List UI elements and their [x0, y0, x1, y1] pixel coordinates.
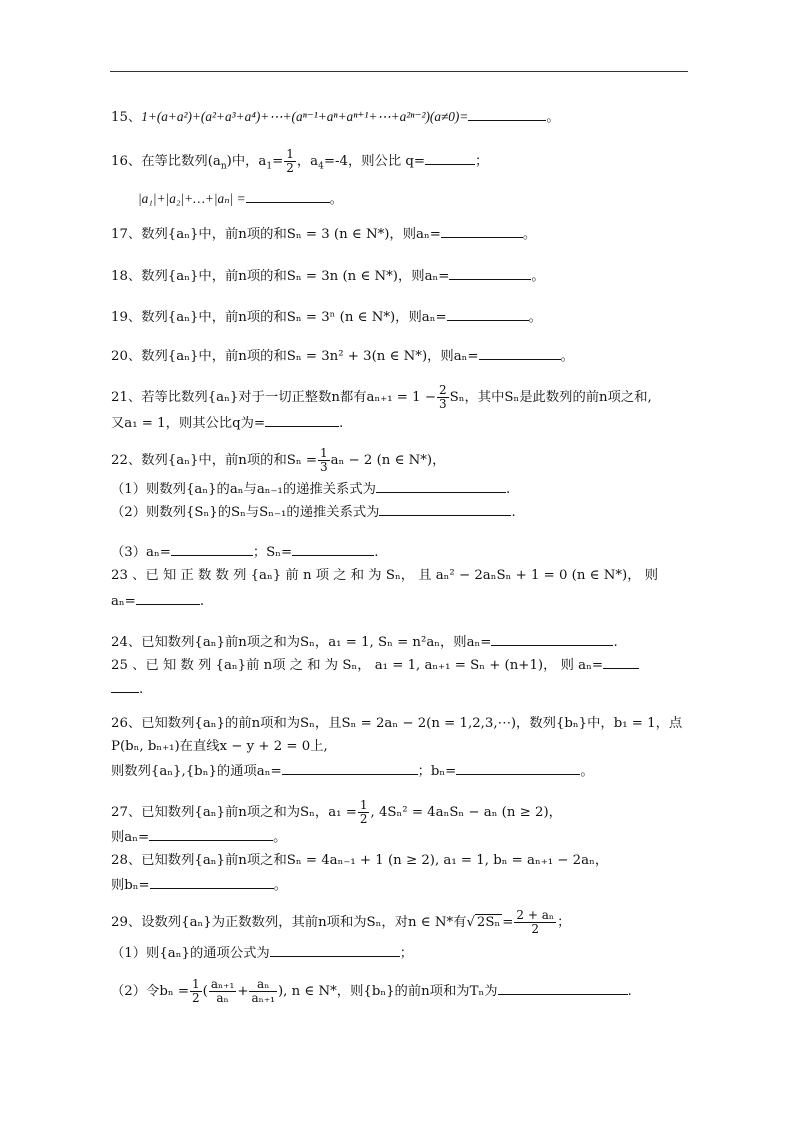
q15-number: 15、 — [111, 110, 142, 125]
q18-end: 。 — [531, 269, 545, 284]
q21-fraction: $\frac{2}{3}$ — [439, 383, 447, 411]
q22-part3-text2: ；Sₙ= — [252, 545, 293, 560]
q29-number: 29、 — [111, 915, 142, 930]
q22-text2: aₙ − 2 (n ∈ N*)， — [330, 453, 446, 468]
question-26-line2 — [111, 738, 328, 756]
q16-half-fraction: $\frac{1}{2}$ — [286, 147, 294, 175]
q18-text: 数列{aₙ}中，前n项的和Sₙ = 3n (n ∈ N*)，则aₙ= — [141, 269, 450, 284]
q21-text2: Sₙ，其中Sₙ是此数列的前n项之和, — [449, 390, 652, 405]
q29-end: . — [627, 984, 632, 999]
q15-answer-blank[interactable] — [468, 108, 546, 121]
question-25-line2 — [111, 680, 143, 699]
q22-part3-text: （3）aₙ= — [111, 545, 171, 560]
question-17 — [111, 225, 536, 244]
q26-line3-text: 则数列{aₙ},{bₙ}的通项aₙ= — [111, 764, 282, 779]
question-15 — [111, 108, 560, 127]
q25-text: 已 知 数 列 {aₙ}前 n项 之 和 为 Sₙ， a₁ = 1, aₙ₊₁ = Sₙ + (n+1)， 则 aₙ= — [145, 658, 603, 673]
q26-an-blank[interactable] — [282, 762, 418, 775]
q26-line2: P(bₙ, bₙ₊₁)在直线x − y + 2 = 0上, — [111, 739, 328, 754]
q26-text: 已知数列{aₙ}的前n项和为Sₙ，且Sₙ = 2aₙ − 2(n = 1,2,3,⋯)，数列{bₙ}中，b₁ = 1，点 — [141, 716, 683, 731]
q25-end: . — [139, 682, 144, 697]
question-22 — [111, 447, 445, 474]
question-21 — [111, 384, 652, 411]
question-28-line2 — [111, 876, 287, 895]
q29-part1-blank[interactable] — [270, 944, 400, 957]
question-29-part2 — [111, 978, 632, 1005]
q20-text: 数列{aₙ}中，前n项的和Sₙ = 3n² + 3(n ∈ N*)，则aₙ= — [141, 349, 479, 364]
q20-end: 。 — [560, 349, 574, 364]
q23-line2: aₙ= — [111, 594, 136, 609]
q23-answer-blank[interactable] — [136, 592, 200, 605]
q22-part1-text: （1）则数列{aₙ}的aₙ与aₙ₋₁的递推关系式为 — [111, 482, 376, 497]
q28-end: 。 — [273, 878, 287, 893]
q23-number: 23 、 — [111, 568, 146, 583]
q24-answer-blank[interactable] — [491, 633, 613, 646]
question-24 — [111, 633, 618, 652]
q29-part1-text: （1）则{aₙ}的通项公式为 — [111, 946, 270, 961]
q17-answer-blank[interactable] — [441, 225, 523, 238]
q29-part2-blank[interactable] — [498, 982, 628, 995]
q27-text: 已知数列{aₙ}前n项之和为Sₙ，a₁ = — [141, 805, 357, 820]
q20-answer-blank[interactable] — [479, 347, 561, 360]
q27-answer-blank[interactable] — [149, 828, 273, 841]
q24-number: 24、 — [111, 635, 142, 650]
q28-line2: 则bₙ= — [111, 878, 150, 893]
q29-text: 设数列{aₙ}为正数数列，其前n项和为Sₙ，对n ∈ N*有 — [141, 915, 467, 930]
question-19 — [111, 308, 542, 327]
q15-expression: 1+(a+a²)+(a²+a³+a⁴)+⋯+(aⁿ⁻¹+aⁿ+aⁿ⁺¹+⋯+a²ⁿ⁻²)(a≠0)= — [141, 109, 469, 124]
q17-end: 。 — [522, 227, 537, 242]
q29-sqrt: 2Sₙ — [476, 915, 501, 930]
q27-end: 。 — [273, 830, 287, 845]
q23-end: . — [199, 594, 205, 609]
q22-text: 数列{aₙ}中，前n项的和Sₙ = — [141, 453, 317, 468]
q27-line2: 则aₙ= — [111, 830, 150, 845]
question-16: 16、在等比数列$(a_n)$中，$a_1=$ $\frac{1}{2}$ ，$a_4=-4$，则公比 q= ； — [111, 147, 489, 175]
q28-number: 28、 — [111, 853, 142, 868]
q17-number: 17、 — [111, 227, 142, 242]
q26-end: 。 — [580, 764, 594, 779]
q19-text: 数列{aₙ}中，前n项的和Sₙ = 3ⁿ (n ∈ N*)，则aₙ= — [141, 310, 447, 325]
q22-an-blank[interactable] — [171, 543, 253, 556]
q29-eq: = — [502, 915, 514, 930]
q17-text: 数列{aₙ}中，前n项的和Sₙ = 3 (n ∈ N*)，则aₙ= — [141, 227, 441, 242]
q16-text2: )中，a — [226, 154, 267, 169]
question-26-line3 — [111, 762, 594, 781]
question-21-line2 — [111, 414, 343, 433]
q16-text3: = — [272, 154, 284, 169]
q29-open-paren: ( — [202, 984, 208, 999]
q22-sn-blank[interactable] — [292, 543, 374, 556]
q20-number: 20、 — [111, 349, 142, 364]
q24-text: 已知数列{aₙ}前n项之和为Sₙ，a₁ = 1, Sₙ = n²aₙ，则aₙ= — [141, 635, 492, 650]
q29-frac2: $\frac{\text{aₙ}}{\text{aₙ₊₁}}$ — [251, 977, 275, 1005]
q19-end: 。 — [528, 310, 542, 325]
q15-end: 。 — [546, 110, 560, 125]
q29-part1-end: ； — [399, 946, 414, 961]
q29-part2-text: （2）令bₙ = — [111, 984, 189, 999]
q26-bn-blank[interactable] — [456, 762, 580, 775]
q27-fraction: $\frac{1}{2}$ — [359, 798, 368, 826]
q22-part1-blank[interactable] — [376, 480, 506, 493]
q21-end: . — [339, 416, 344, 431]
q19-answer-blank[interactable] — [447, 308, 529, 321]
q22-part2-end: . — [511, 505, 516, 520]
q16-ratio-blank[interactable] — [425, 152, 475, 165]
question-26 — [111, 715, 682, 733]
question-27-line2 — [111, 828, 286, 847]
q28-answer-blank[interactable] — [150, 876, 274, 889]
question-16-line2 — [138, 190, 343, 209]
question-29-part1 — [111, 944, 413, 963]
q18-answer-blank[interactable] — [449, 267, 531, 280]
question-18 — [111, 267, 545, 286]
q22-part1-end: . — [505, 482, 511, 497]
q23-text: 已 知 正 数 数 列 {aₙ} 前 n 项 之 和 为 Sₙ， 且 aₙ² − 2aₙSₙ + 1 = 0 (n ∈ N*)， 则 — [145, 568, 659, 583]
q27-number: 27、 — [111, 805, 142, 820]
q16-sum-blank[interactable] — [246, 190, 330, 203]
q29-text2: ； — [557, 915, 571, 930]
q21-text: 若等比数列{aₙ}对于一切正整数n都有aₙ₊₁ = 1 − — [141, 390, 436, 405]
q22-part3-end: . — [374, 545, 379, 560]
q22-number: 22、 — [111, 453, 142, 468]
q29-half: $\frac{1}{2}$ — [191, 977, 200, 1005]
q22-part2-blank[interactable] — [379, 503, 511, 516]
q16-abs-sum: |a₁|+|a₂|+…+|aₙ| = — [138, 191, 246, 206]
q26-number: 26、 — [111, 716, 142, 731]
question-22-part2 — [111, 503, 516, 522]
q16-text: 在等比数列(a — [141, 154, 221, 169]
question-28 — [111, 852, 608, 870]
q21-answer-blank[interactable] — [265, 414, 339, 427]
header-rule — [110, 71, 688, 72]
q19-number: 19、 — [111, 310, 142, 325]
q16-abs-end: 。 — [329, 192, 343, 207]
question-23-line2 — [111, 592, 204, 611]
q25-number: 25 、 — [111, 658, 146, 673]
question-20 — [111, 347, 574, 366]
q16-number: 16、 — [111, 154, 142, 169]
q21-number: 21、 — [111, 390, 142, 405]
q16-end: ； — [475, 154, 489, 169]
q16-text5: =-4，则公比 q= — [323, 154, 426, 169]
q21-line2: 又a₁ = 1，则其公比q为= — [111, 416, 266, 431]
question-22-part3 — [111, 543, 378, 562]
q29-fraction: $\frac{\text{2 + aₙ}}{2}$ — [516, 908, 555, 936]
question-29: 29、设数列{aₙ}为正数数列，其前n项和为Sₙ，对n ∈ N*有√ 2Sₙ = $\frac{\text{2 + aₙ}}{2}$ ； — [111, 908, 571, 936]
q18-number: 18、 — [111, 269, 142, 284]
q16-text4: ，a — [296, 154, 319, 169]
question-27 — [111, 799, 562, 826]
q27-text2: , 4Sₙ² = 4aₙSₙ − aₙ (n ≥ 2)， — [370, 805, 562, 820]
q25-answer-blank[interactable] — [603, 656, 639, 669]
q28-text: 已知数列{aₙ}前n项之和Sₙ = 4aₙ₋₁ + 1 (n ≥ 2), a₁ = 1, bₙ = aₙ₊₁ − 2aₙ， — [141, 853, 609, 868]
q29-frac1: $\frac{\text{aₙ₊₁}}{\text{aₙ}}$ — [210, 977, 235, 1005]
q29-part2-text2: ), n ∈ N*，则{bₙ}的前n项和为Tₙ为 — [277, 984, 498, 999]
q29-plus: + — [237, 984, 249, 999]
question-23 — [111, 567, 658, 585]
q24-end: . — [613, 635, 618, 650]
q26-line3-text2: ；bₙ= — [417, 764, 457, 779]
q22-part2-text: （2）则数列{Sₙ}的Sₙ与Sₙ₋₁的递推关系式为 — [111, 505, 380, 520]
question-22-part1 — [111, 480, 510, 499]
q25-answer-blank-cont[interactable] — [111, 680, 139, 693]
q22-fraction: $\frac{1}{3}$ — [320, 446, 328, 474]
question-25 — [111, 656, 639, 675]
